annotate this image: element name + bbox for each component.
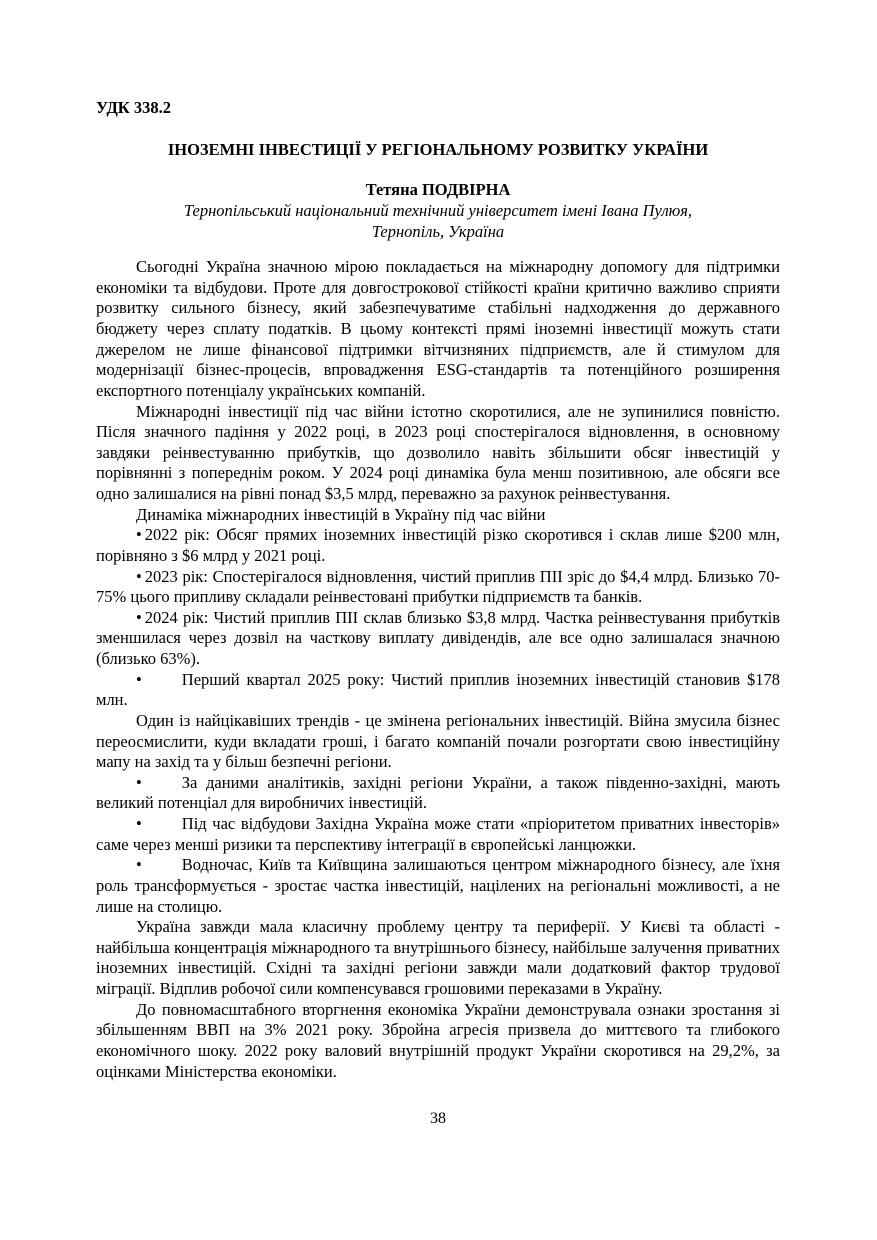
bullet-icon: • (136, 814, 142, 833)
bullet-item-2024 (96, 608, 780, 670)
article-body (96, 257, 780, 1082)
bullet-text: 2024 рік: Чистий приплив ПІІ склав близько $3,8 млрд. Частка реінвестування прибутків зменшилася через дозвіл на часткову виплату дивідендів, але все одно залишалася значною (близько 63%). (96, 607, 780, 668)
paragraph-regional-trend (96, 711, 780, 773)
paragraph-text: До повномасштабного вторгнення економіка України демонструвала ознаки зростання зі збільшенням ВВП на 3% 2021 року. Збройна агресія призвела до миттєвого та глибокого економічного шоку. 2022 року валовий внутрішній продукт України скоротився на 29,2%, за оцінками Міністерства економіки. (96, 999, 780, 1081)
bullet-text: Під час відбудови Західна Україна може стати «пріоритетом приватних інвесторів» саме через менші ризики та перспективу інтеграції в європейські ланцюжки. (96, 814, 780, 854)
paragraph-text: Динаміка міжнародних інвестицій в Україну під час війни (136, 504, 546, 524)
bullet-item-analysts (96, 773, 780, 814)
bullet-icon: • (136, 669, 142, 689)
bullet-item-2022 (96, 525, 780, 566)
paragraph-text: Міжнародні інвестиції під час війни істотно скоротилися, але не зупинилися повністю. Після значного падіння у 2022 році, в 2023 році спостерігалося відновлення, в основному завдяки реінвестуванню прибутків, що дозволило навіть збільшити обсяг інвестицій у порівнянні з попереднім роком. У 2024 році динаміка була менш позитивною, але обсяги все одно залишалися на рівні понад $3,5 млрд, переважно за рахунок реінвестування. (96, 401, 780, 503)
paragraph-text: Україна завжди мала класичну проблему центру та периферії. У Києві та області - найбільша концентрація міжнародного та внутрішнього бізнесу, найбільше залучення приватних іноземних інвестицій. Східні та західні регіони завжди мали додатковий фактор трудової міграції. Відплив робочої сили компенсувався грошовими переказами в Україну. (96, 917, 780, 998)
bullet-text: За даними аналітиків, західні регіони України, а також південно-західні, мають великий потенціал для виробничих інвестицій. (96, 772, 780, 813)
bullet-item-western-ukraine (96, 814, 780, 855)
bullet-icon: • (136, 772, 142, 792)
bullet-item-2023 (96, 567, 780, 608)
bullet-item-q1-2025 (96, 670, 780, 711)
page-title: ІНОЗЕМНІ ІНВЕСТИЦІЇ У РЕГІОНАЛЬНОМУ РОЗВИТКУ УКРАЇНИ (167, 139, 709, 159)
paragraph-dynamics-heading (96, 505, 780, 526)
paragraph-center-periphery (96, 917, 780, 1000)
bullet-text: Водночас, Київ та Київщина залишаються центром міжнародного бізнесу, але їхня роль трансформується - зростає частка інвестицій, націлених на регіональні можливості, а не лише на столицю. (96, 855, 780, 916)
bullet-icon: • (136, 566, 142, 586)
bullet-text: Перший квартал 2025 року: Чистий приплив іноземних інвестицій становив $178 млн. (96, 669, 780, 710)
bullet-text: 2022 рік: Обсяг прямих іноземних інвестицій різко скоротився і склав лише $200 млн, порівняно з $6 млрд у 2021 році. (96, 525, 780, 565)
bullet-icon: • (136, 607, 142, 627)
bullet-icon: • (136, 855, 142, 875)
bullet-item-kyiv (96, 855, 780, 917)
paragraph-intro (96, 257, 780, 401)
bullet-text: 2023 рік: Спостерігалося відновлення, чистий приплив ПІІ зріс до $4,4 млрд. Близько 70-75% цього припливу складали реінвестовані прибутки підприємств та банків. (96, 566, 780, 607)
author-name: Тетяна ПОДВІРНА (365, 180, 511, 200)
bullet-icon: • (136, 525, 142, 545)
page-number: 38 (430, 1110, 446, 1128)
udc-code: УДК 338.2 (96, 98, 172, 117)
paragraph-war-investments (96, 402, 780, 505)
affiliation-line-1: Тернопільський національний технічний університет імені Івана Пулюя, (183, 200, 693, 220)
affiliation-line-2: Тернопіль, Україна (371, 221, 505, 241)
paragraph-text: Один із найцікавіших трендів - це змінена регіональних інвестицій. Війна змусила бізнес переосмислити, куди вкладати гроші, і багато компаній почали розгортати свою інвестиційну мапу на захід та у більш безпечні регіони. (96, 710, 780, 772)
paragraph-gdp (96, 1000, 780, 1083)
paragraph-text: Сьогодні Україна значною мірою покладається на міжнародну допомогу для підтримки економіки та відбудови. Проте для довгострокової стійкості країни критично важливо сприяти розвитку сильного бізнесу, який забезпечуватиме стабільні надходження до державного бюджету через сплату податків. В цьому контексті прямі іноземні інвестиції можуть стати джерелом не лише фінансової підтримки вітчизняних підприємств, але й стимулом для модернізації бізнес-процесів, впровадження ESG-стандартів та потенційного розширення експортного потенціалу українських компаній. (96, 257, 780, 400)
